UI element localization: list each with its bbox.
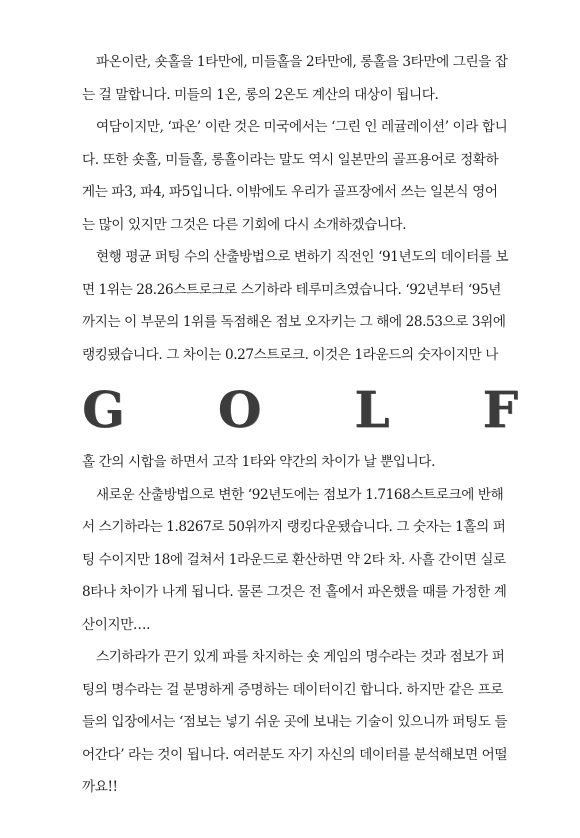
text-line: 는 걸 말합니다. 미들의 1온, 롱의 2온도 계산의 대상이 됩니다. bbox=[82, 86, 439, 103]
text-block-bottom bbox=[82, 446, 512, 804]
golf-letter-o: O bbox=[217, 380, 262, 439]
text-line: 서 스기하라는 1.8267로 50위까지 랭킹다운됐습니다. 그 숫자는 1홀의 퍼 bbox=[82, 519, 506, 535]
text-line: 까지는 이 부문의 1위를 독점해온 점보 오자키는 그 해에 28.53으로 3위에 bbox=[82, 314, 506, 330]
golf-letter-l: L bbox=[354, 380, 390, 439]
text-line: 현행 평균 퍼팅 수의 산출방법으로 변하기 직전인 ‘91년도의 데이터를 보 bbox=[96, 249, 509, 265]
text-line: 까요!! bbox=[82, 779, 118, 795]
text-line: 어간다’ 라는 것이 됩니다. 여러분도 자기 자신의 데이터를 분석해보면 어떨 bbox=[82, 746, 508, 763]
text-line: 다. 또한 숏홀, 미들홀, 롱홀이라는 말도 역시 일본만의 골프용어로 정확하 bbox=[82, 151, 499, 168]
text-line: 들의 입장에서는 ‘점보는 넣기 쉬운 곳에 보내는 기술이 있으니까 퍼팅도 들 bbox=[82, 714, 508, 730]
golf-banner bbox=[82, 382, 518, 438]
page-body bbox=[82, 46, 512, 371]
text-line: 새로운 산출방법으로 변한 ‘92년도에는 점보가 1.7168스트로크에 반해 bbox=[96, 486, 504, 503]
text-line: 파온이란, 숏홀을 1타만에, 미들홀을 2타만에, 롱홀을 3타만에 그린을 잡 bbox=[96, 54, 508, 70]
text-line: 면 1위는 28.26스트로크로 스기하라 테루미츠였습니다. ‘92년부터 ‘95년 bbox=[82, 281, 502, 298]
text-line: 여담이지만, ‘파온’ 이란 것은 미국에서는 ‘그린 인 레귤레이션’ 이라 합니 bbox=[96, 119, 508, 135]
text-line: 팅 수이지만 18에 걸쳐서 1라운드로 환산하면 약 2타 차. 사흘 간이면 실로 bbox=[82, 551, 506, 568]
text-line: 홀 간의 시합을 하면서 고작 1타와 약간의 차이가 날 뿐입니다. bbox=[82, 454, 436, 470]
text-block-top bbox=[82, 46, 512, 371]
text-line: 게는 파3, 파4, 파5입니다. 이밖에도 우리가 골프장에서 쓰는 일본식 영어 bbox=[82, 184, 498, 200]
text-line: 8타나 차이가 나게 됩니다. 물론 그것은 전 홀에서 파온했을 때를 가정한 계 bbox=[82, 584, 507, 600]
text-line: 팅의 명수라는 걸 분명하게 증명하는 데이터이긴 합니다. 하지만 같은 프로 bbox=[82, 681, 504, 698]
text-line: 는 많이 있지만 그것은 다른 기회에 다시 소개하겠습니다. bbox=[82, 216, 407, 233]
text-line: 랭킹됐습니다. 그 차이는 0.27스트로크. 이것은 1라운드의 숫자이지만 나 bbox=[82, 346, 498, 363]
golf-letter-f: F bbox=[482, 380, 518, 439]
text-line: 산이지만…. bbox=[82, 616, 151, 633]
text-line: 스기하라가 끈기 있게 파를 차지하는 숏 게임의 명수라는 것과 점보가 퍼 bbox=[96, 649, 505, 665]
golf-letter-g: G bbox=[82, 380, 125, 439]
